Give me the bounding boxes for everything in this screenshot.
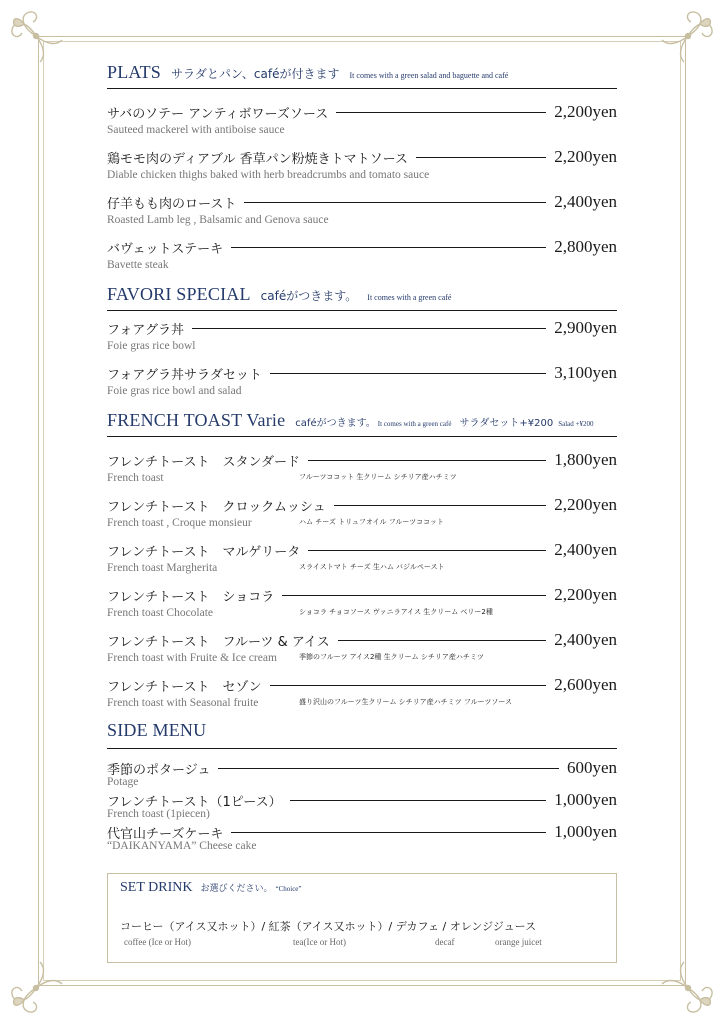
- menu-item: [107, 630, 617, 664]
- menu-item: [107, 675, 617, 709]
- section-subtitle-en: It comes with a green café: [377, 420, 452, 428]
- item-ingredients: フルーツココット 生クリーム シチリア産ハチミツ: [299, 473, 457, 481]
- menu-item: [107, 237, 617, 271]
- section-divider: [107, 310, 617, 311]
- item-name-en: French toast , Croque monsieur: [107, 517, 252, 529]
- section-divider: [107, 748, 617, 749]
- item-name-en: French toast (1piecen): [107, 808, 210, 820]
- item-name-en: “DAIKANYAMA” Cheese cake: [107, 840, 257, 852]
- dot-leader: [334, 505, 547, 506]
- item-price: 2,200yen: [554, 585, 617, 604]
- dot-leader: [270, 373, 546, 374]
- dot-leader: [282, 595, 546, 596]
- item-ingredients: 季節のフルーツ アイス2種 生クリーム シチリア産ハチミツ: [299, 653, 484, 661]
- dot-leader: [336, 112, 546, 113]
- corner-ornament-icon: [658, 958, 718, 1018]
- item-price: 1,000yen: [554, 790, 617, 809]
- section-subtitle-en: It comes with a green café: [367, 293, 452, 302]
- drink-option-en: orange juicet: [495, 937, 542, 947]
- section-title: FRENCH TOAST Varie: [107, 410, 286, 430]
- item-name-en: Sauteed mackerel with antiboise sauce: [107, 124, 285, 136]
- set-drink-header: [120, 880, 302, 896]
- item-name: フォアグラ丼サラダセット: [107, 367, 262, 383]
- item-price: 600yen: [566, 758, 617, 777]
- menu-item: [107, 495, 617, 529]
- item-price: 2,900yen: [554, 318, 617, 337]
- item-name: 代官山チーズケーキ: [107, 826, 224, 842]
- item-price: 1,000yen: [554, 822, 617, 841]
- set-drink-subtitle-en: “Choice”: [275, 885, 302, 893]
- set-drink-subtitle-jp: お選びください。: [200, 884, 273, 894]
- item-name-en: Bavette steak: [107, 259, 169, 271]
- item-ingredients: 盛り沢山のフルーツ生クリーム シチリア産ハチミツ フルーツソース: [299, 698, 512, 706]
- dot-leader: [338, 640, 547, 641]
- dot-leader: [270, 685, 547, 686]
- item-name: バヴェットステーキ: [107, 241, 224, 257]
- item-name: フレンチトースト マルゲリータ: [107, 544, 301, 560]
- drink-option-en: coffee (Ice or Hot): [124, 937, 192, 947]
- section-divider: [107, 436, 617, 437]
- corner-ornament-icon: [658, 6, 718, 66]
- dot-leader: [308, 460, 546, 461]
- item-ingredients: スライストマト チーズ 生ハム バジルペースト: [299, 563, 445, 571]
- item-price: 1,800yen: [554, 450, 617, 469]
- dot-leader: [416, 157, 546, 158]
- section-title: SIDE MENU: [107, 720, 207, 740]
- drink-option-en: tea(Ice or Hot): [293, 937, 346, 947]
- menu-item: [107, 790, 617, 820]
- salad-set-label: サラダセット+¥200: [459, 418, 554, 429]
- section-divider: [107, 88, 617, 89]
- section-title: PLATS: [107, 62, 162, 82]
- item-name: フレンチトースト ショコラ: [107, 589, 275, 605]
- item-price: 2,400yen: [554, 630, 617, 649]
- item-name-en: French toast with Seasonal fruite: [107, 697, 259, 709]
- item-price: 2,400yen: [554, 540, 617, 559]
- item-name: 鶏モモ肉のディアブル 香草パン粉焼きトマトソース: [107, 151, 408, 167]
- item-name-en: Roasted Lamb leg , Balsamic and Genova sauce: [107, 214, 329, 226]
- menu-item: [107, 147, 617, 181]
- corner-ornament-icon: [6, 6, 66, 66]
- dot-leader: [244, 202, 546, 203]
- item-name-en: French toast: [107, 472, 164, 484]
- item-price: 2,600yen: [554, 675, 617, 694]
- item-name-en: Foie gras rice bowl: [107, 340, 196, 352]
- item-price: 2,200yen: [554, 495, 617, 514]
- section-subtitle-jp: caféがつきます。: [295, 418, 376, 429]
- menu-item: [107, 192, 617, 226]
- item-price: 2,200yen: [554, 147, 617, 166]
- corner-ornament-icon: [6, 958, 66, 1018]
- dot-leader: [290, 800, 547, 801]
- item-name-en: French toast with Fruite & Ice cream: [107, 652, 277, 664]
- item-name: フレンチトースト フルーツ & アイス: [107, 634, 330, 650]
- side-menu-section-header: [107, 720, 206, 741]
- item-name-en: Diable chicken thighs baked with herb breadcrumbs and tomato sauce: [107, 169, 430, 181]
- item-price: 2,200yen: [554, 102, 617, 121]
- item-name: フォアグラ丼: [107, 322, 184, 338]
- menu-item: [107, 102, 617, 136]
- dot-leader: [192, 328, 546, 329]
- item-name: フレンチトースト スタンダード: [107, 454, 300, 470]
- menu-item: [107, 363, 617, 397]
- item-price: 3,100yen: [554, 363, 617, 382]
- dot-leader: [218, 768, 558, 769]
- dot-leader: [231, 247, 546, 248]
- item-name: サバのソテー アンティボワーズソース: [107, 106, 329, 122]
- drink-options: コーヒー（アイス又ホット）/ 紅茶（アイス又ホット）/ デカフェ / オレンジジュース: [120, 920, 537, 933]
- item-name: 季節のポタージュ: [107, 762, 211, 778]
- item-ingredients: ハム チーズ トリュフオイル フルーツココット: [299, 518, 444, 526]
- section-subtitle-jp: caféがつきます。: [260, 289, 358, 303]
- item-name-en: French toast Chocolate: [107, 607, 214, 619]
- set-drink-box: [107, 873, 617, 963]
- menu-item: [107, 758, 617, 788]
- drink-option-en: decaf: [435, 937, 455, 947]
- menu-item: [107, 318, 617, 352]
- set-drink-title: SET DRINK: [120, 880, 193, 895]
- item-name: 仔羊もも肉のロースト: [107, 196, 237, 212]
- plats-section-header: [107, 62, 508, 83]
- item-price: 2,800yen: [554, 237, 617, 256]
- french-toast-section-header: [107, 410, 593, 431]
- item-name-en: Foie gras rice bowl and salad: [107, 385, 242, 397]
- dot-leader: [308, 550, 546, 551]
- section-subtitle-en: It comes with a green salad and baguette and café: [349, 71, 509, 80]
- dot-leader: [231, 832, 546, 833]
- menu-item: [107, 822, 617, 852]
- item-name-en: French toast Margherita: [107, 562, 218, 574]
- item-name: フレンチトースト セゾン: [107, 679, 262, 695]
- item-name: フレンチトースト（1ピース）: [107, 794, 282, 810]
- section-subtitle-jp: サラダとパン、caféが付きます: [171, 67, 340, 81]
- item-name-en: Potage: [107, 776, 139, 788]
- menu-item: [107, 450, 617, 484]
- section-title: FAVORI SPECIAL: [107, 284, 251, 304]
- item-name: フレンチトースト クロックムッシュ: [107, 499, 326, 515]
- salad-set-note: Salad +¥200: [558, 420, 594, 428]
- item-price: 2,400yen: [554, 192, 617, 211]
- favori-section-header: [107, 284, 451, 305]
- menu-item: [107, 585, 617, 619]
- item-ingredients: ショコラ チョコソース ヴァニラアイス 生クリーム ベリー2種: [299, 608, 493, 616]
- menu-item: [107, 540, 617, 574]
